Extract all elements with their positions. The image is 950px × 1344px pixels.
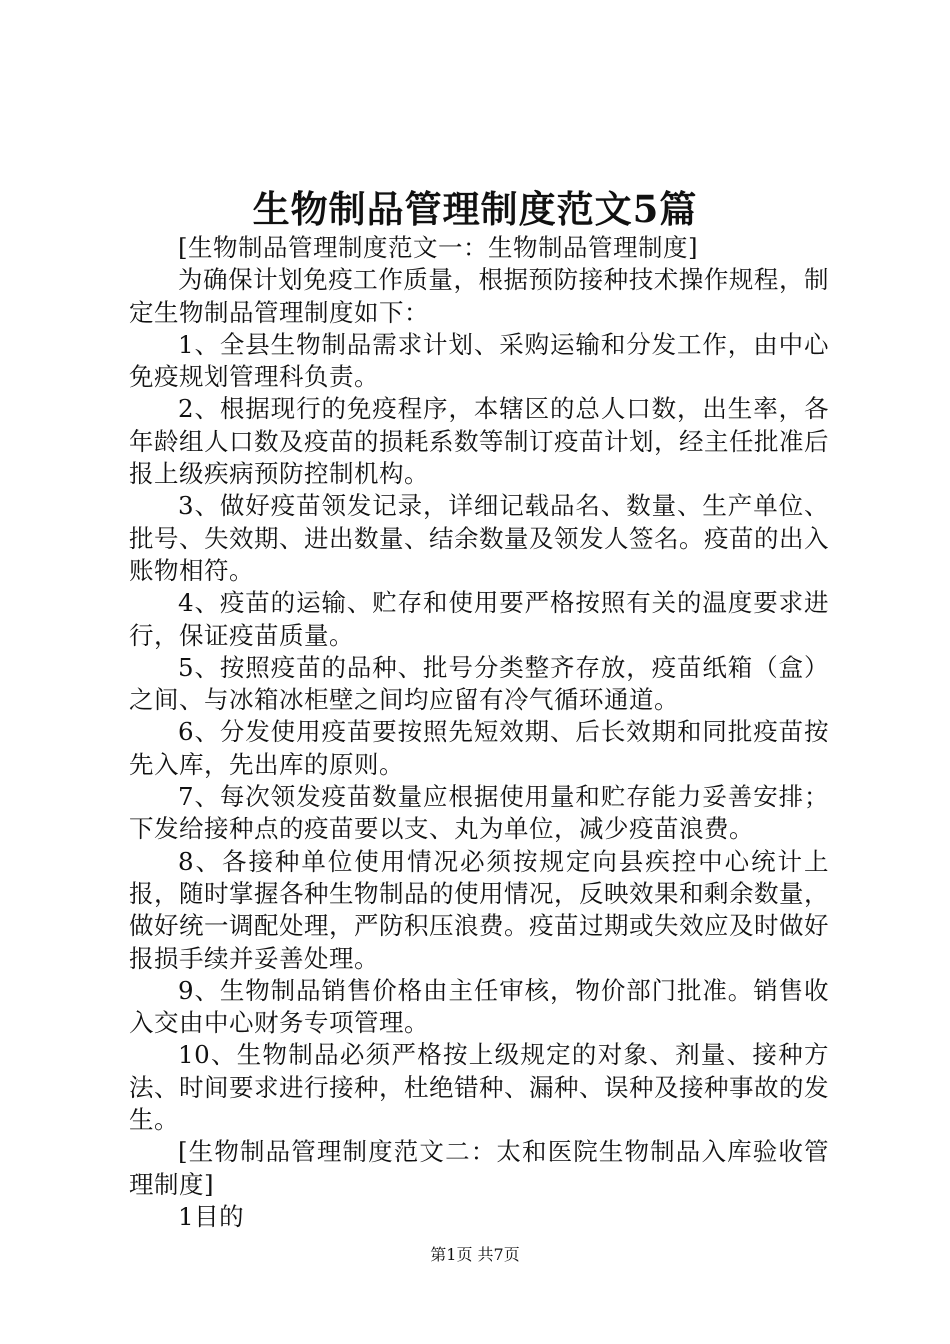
list-item-5: 5、按照疫苗的品种、批号分类整齐存放，疫苗纸箱（盒）之间、与冰箱冰柜壁之间均应留有冷气循环通道。 xyxy=(129,652,829,715)
page-title: 生物制品管理制度范文5篇 xyxy=(252,187,698,231)
subsection-purpose: 1目的 xyxy=(178,1201,245,1231)
list-item-10: 10、生物制品必须严格按上级规定的对象、剂量、接种方法、时间要求进行接种，杜绝错种、漏种、误种及接种事故的发生。 xyxy=(129,1040,829,1135)
list-item-3: 3、做好疫苗领发记录，详细记载品名、数量、生产单位、批号、失效期、进出数量、结余数量及领发人签名。疫苗的出入账物相符。 xyxy=(129,491,829,585)
list-item-7: 7、每次领发疫苗数量应根据使用量和贮存能力妥善安排；下发给接种点的疫苗要以支、丸为单位，减少疫苗浪费。 xyxy=(129,782,829,844)
section-heading-2: [生物制品管理制度范文二：太和医院生物制品入库验收管理制度] xyxy=(129,1137,829,1199)
intro-paragraph: 为确保计划免疫工作质量，根据预防接种技术操作规程，制定生物制品管理制度如下： xyxy=(129,265,829,327)
list-item-2: 2、根据现行的免疫程序，本辖区的总人口数，出生率，各年龄组人口数及疫苗的损耗系数等制订疫苗计划，经主任批准后报上级疾病预防控制机构。 xyxy=(129,394,829,489)
list-item-4: 4、疫苗的运输、贮存和使用要严格按照有关的温度要求进行，保证疫苗质量。 xyxy=(129,588,829,650)
list-item-6: 6、分发使用疫苗要按照先短效期、后长效期和同批疫苗按先入库，先出库的原则。 xyxy=(129,717,829,779)
page-footer: 第1页 共7页 xyxy=(430,1245,520,1264)
list-item-9: 9、生物制品销售价格由主任审核，物价部门批准。销售收入交由中心财务专项管理。 xyxy=(129,975,829,1038)
document-body xyxy=(129,232,829,1233)
section-heading-1: [生物制品管理制度范文一：生物制品管理制度] xyxy=(178,233,699,262)
list-item-1: 1、全县生物制品需求计划、采购运输和分发工作，由中心免疫规划管理科负责。 xyxy=(129,329,829,392)
list-item-8: 8、各接种单位使用情况必须按规定向县疾控中心统计上报，随时掌握各种生物制品的使用情况，反映效果和剩余数量，做好统一调配处理，严防积压浪费。疫苗过期或失效应及时做好报损手续并妥善处理。 xyxy=(129,846,829,973)
